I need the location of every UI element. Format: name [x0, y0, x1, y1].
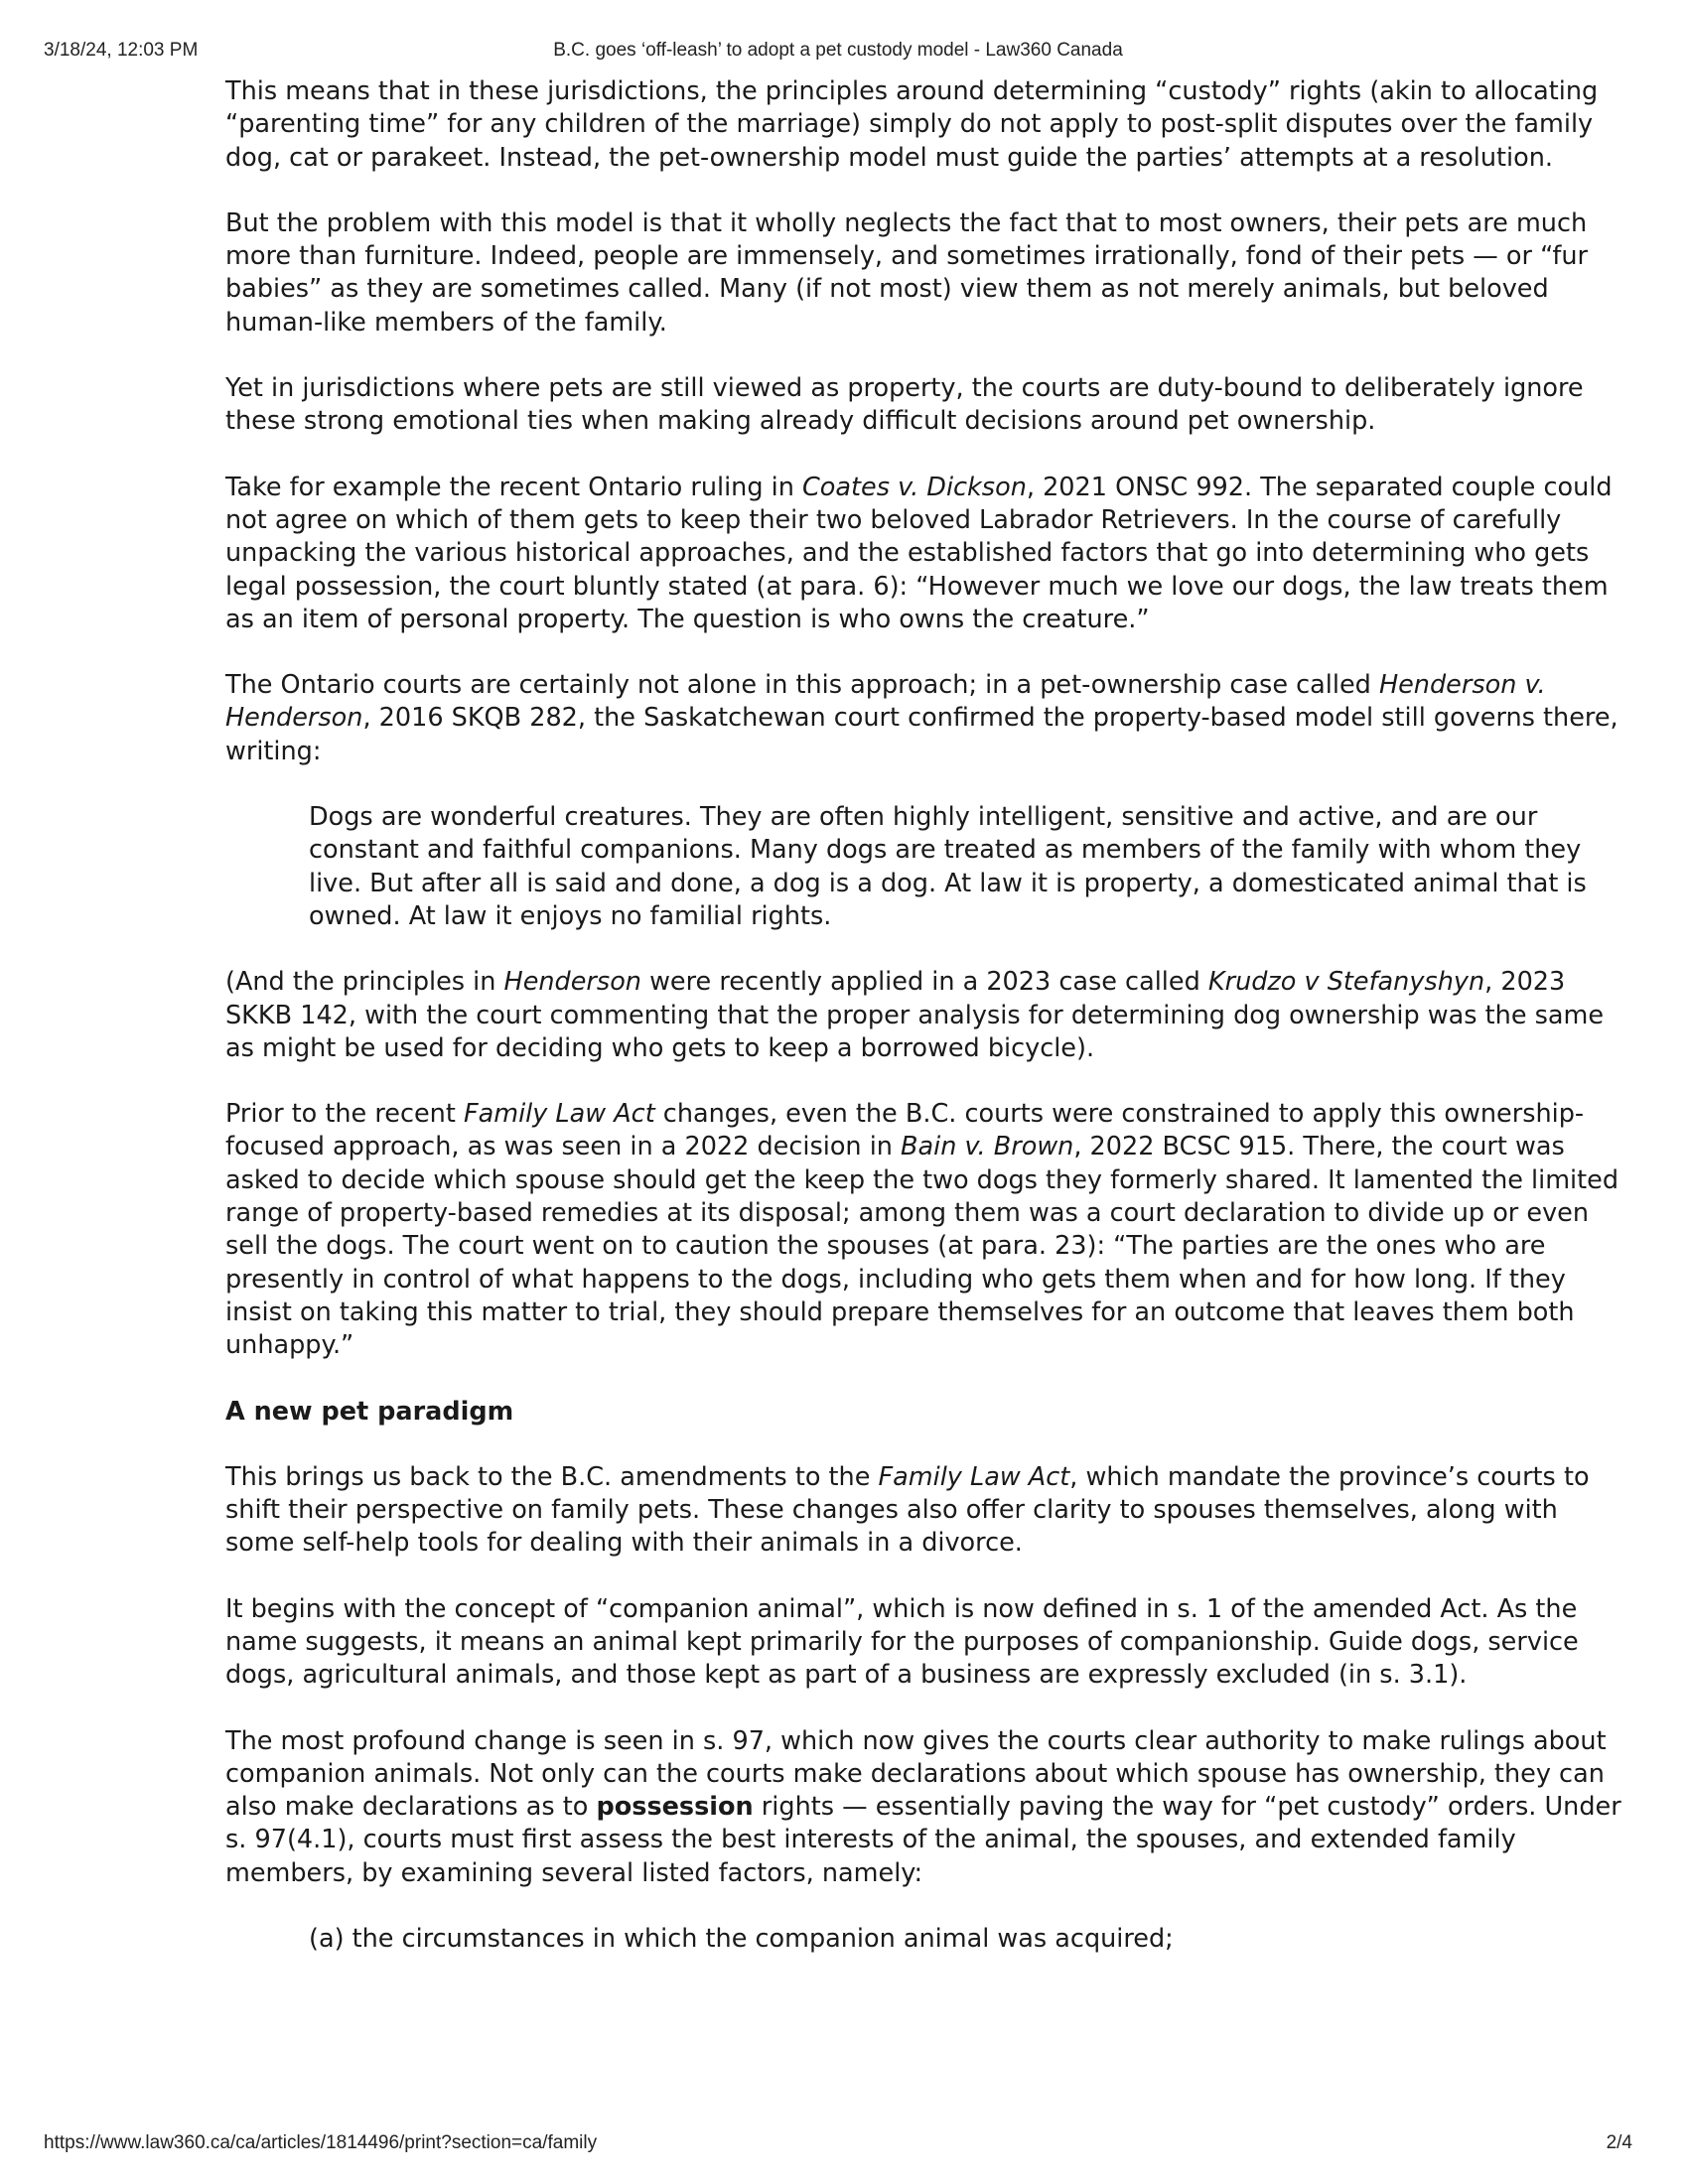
- text-run: Prior to the recent: [225, 1099, 464, 1130]
- text-run: (And the principles in: [225, 967, 504, 998]
- text-run: , 2021 ONSC 992. The separated couple could not agree on which of them gets to keep their two beloved Labrador Retrievers. In the course of carefully unpacking the various historical approaches, and the established factors that go into determining who gets legal possession, the court bluntly stated (at para. 6): “However much we love our dogs, the law treats them as an item of personal property. The question is who owns the creature.”: [225, 472, 1613, 634]
- article-body: [225, 75, 1623, 1956]
- paragraph-9: It begins with the concept of “companion animal”, which is now defined in s. 1 of the amended Act. As the name suggests, it means an animal kept primarily for the purposes of companionship. Guide dogs, service dogs, agricultural animals, and those kept as part of a business are expressly excluded (in s. 3.1).: [225, 1593, 1579, 1691]
- print-header: [44, 40, 1632, 66]
- print-datetime: 3/18/24, 12:03 PM: [44, 40, 199, 61]
- act-name: Family Law Act: [463, 1099, 655, 1130]
- print-url: https://www.law360.ca/ca/articles/1814496/print?section=ca/family: [44, 2132, 598, 2153]
- section-heading: A new pet paradigm: [225, 1396, 514, 1427]
- case-name: Coates v. Dickson: [801, 472, 1027, 502]
- text-run: were recently applied in a 2023 case called: [640, 967, 1208, 998]
- print-footer: [44, 2132, 1632, 2158]
- paragraph-8: [225, 1461, 1623, 1561]
- case-name: Krudzo v Stefanyshyn: [1207, 967, 1485, 998]
- case-name: Henderson v. Henderson: [225, 670, 1546, 734]
- print-page-title: B.C. goes ‘off-leash’ to adopt a pet custody model - Law360 Canada: [553, 40, 1123, 61]
- text-run: , 2022 BCSC 915. There, the court was asked to decide which spouse should get the keep the two dogs they formerly shared. It lamented the limited range of property-based remedies at its disposal; among them was a court declaration to divide up or even sell the dogs. The court went on to caution the spouses (at para. 23): “The parties are the ones who are presently in control of what happens to the dogs, including who gets them when and for how long. If they insist on taking this matter to trial, they should prepare themselves for an outcome that leaves them both unhappy.”: [225, 1132, 1619, 1361]
- paragraph-7: [225, 1098, 1623, 1362]
- text-run: Take for example the recent Ontario ruling in: [225, 472, 802, 502]
- text-run: , 2016 SKQB 282, the Saskatchewan court confirmed the property-based model still governs there, writing:: [225, 703, 1618, 766]
- paragraph-1: This means that in these jurisdictions, the principles around determining “custody” rights (akin to allocating “parenting time” for any children of the marriage) simply do not apply to post-split disputes over the family dog, cat or parakeet. Instead, the pet-ownership model must guide the parties’ attempts at a resolution.: [225, 76, 1599, 173]
- paragraph-10: [225, 1725, 1623, 1890]
- text-run: rights — essentially paving the way for “pet custody” orders. Under s. 97(4.1), courts must first assess the best interests of the animal, the spouses, and extended family members, by examining several listed factors, namely:: [225, 1792, 1621, 1888]
- text-run: changes, even the B.C. courts were constrained to apply this ownership-focused approach, as was seen in a 2022 decision in: [225, 1099, 1585, 1162]
- print-page-number: 2/4: [1606, 2132, 1632, 2153]
- text-run: The Ontario courts are certainly not alone in this approach; in a pet-ownership case called: [225, 670, 1379, 701]
- case-name: Henderson: [503, 967, 641, 998]
- paragraph-4: [225, 472, 1623, 636]
- paragraph-3: Yet in jurisdictions where pets are still viewed as property, the courts are duty-bound to deliberately ignore these strong emotional ties when making already difficult decisions around pet ownership.: [225, 373, 1584, 437]
- act-name: Family Law Act: [878, 1461, 1070, 1492]
- text-run: The most profound change is seen in s. 97, which now gives the courts clear authority to make rulings about companion animals. Not only can the courts make declarations about which spouse has ownership, they can also make declarations as to: [225, 1725, 1607, 1823]
- text-run: , which mandate the province’s courts to shift their perspective on family pets. These changes also offer clarity to spouses themselves, along with some self-help tools for dealing with their animals in a divorce.: [225, 1461, 1590, 1559]
- bold-term: possession: [596, 1792, 754, 1823]
- paragraph-6: [225, 966, 1623, 1065]
- paragraph-5: [225, 669, 1623, 768]
- factor-list-item: (a) the circumstances in which the companion animal was acquired;: [309, 1924, 1174, 1955]
- text-run: This brings us back to the B.C. amendments to the: [225, 1461, 879, 1492]
- paragraph-2: But the problem with this model is that it wholly neglects the fact that to most owners, their pets are much more than furniture. Indeed, people are immensely, and sometimes irrationally, fond of their pets — or “fur babies” as they are sometimes called. Many (if not most) view them as not merely animals, but beloved human-like members of the family.: [225, 207, 1589, 338]
- text-run: , 2023 SKKB 142, with the court commenting that the proper analysis for determining dog ownership was the same as might be used for deciding who gets to keep a borrowed bicycle).: [225, 967, 1605, 1063]
- case-name: Bain v. Brown: [901, 1132, 1074, 1162]
- block-quote: Dogs are wonderful creatures. They are often highly intelligent, sensitive and active, and are our constant and faithful companions. Many dogs are treated as members of the family with whom they live. But after all is said and done, a dog is a dog. At law it is property, a domesticated animal that is owned. At law it enjoys no familial rights.: [309, 802, 1587, 931]
